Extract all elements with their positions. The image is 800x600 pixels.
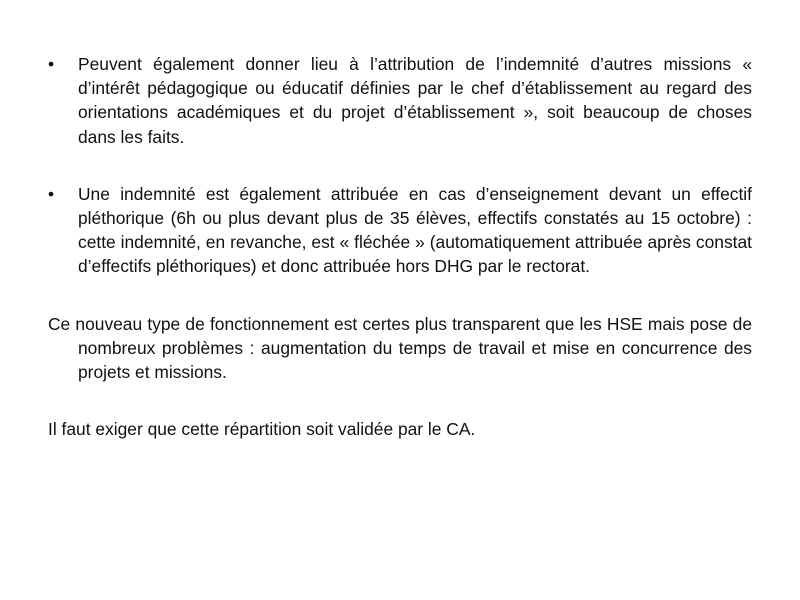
bullet-icon: •: [48, 54, 55, 74]
slide-content: [48, 52, 752, 441]
bullet-text: Une indemnité est également attribuée en cas d’enseignement devant un effectif pléthorique (6h ou plus devant plus de 35 élèves, effectifs constatés au 15 octobre) : cette indemnité, en revanche, est « fléchée » (automatiquement attribuée après constat d’effectifs pléthoriques) et donc attribuée hors DHG par le rectorat.: [78, 183, 752, 277]
bullet-item: [48, 52, 752, 149]
paragraph-text: Ce nouveau type de fonctionnement est certes plus transparent que les HSE mais pose de nombreux problèmes : augmentation du temps de travail et mise en concurrence des projets et missions.: [48, 313, 752, 383]
bullet-text: Peuvent également donner lieu à l’attribution de l’indemnité d’autres missions « d’intérêt pédagogique ou éducatif définies par le chef d’établissement au regard des orientations académiques et du projet d’établissement », soit beaucoup de choses dans les faits.: [78, 54, 752, 147]
bullet-item: [48, 182, 752, 279]
paragraph-text: Il faut exiger que cette répartition soit validée par le CA.: [48, 419, 476, 440]
bullet-icon: •: [48, 183, 55, 204]
